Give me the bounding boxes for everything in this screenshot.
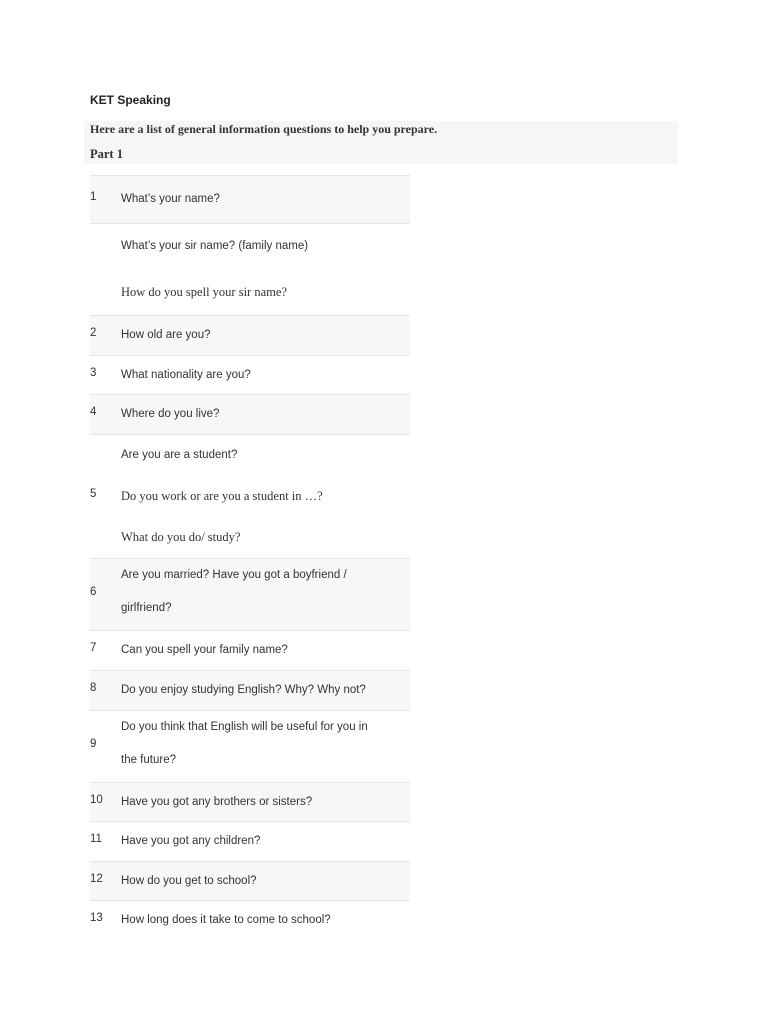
question-text: Are you married? Have you got a boyfriend / [121, 569, 347, 581]
question-text: Have you got any children? [121, 835, 261, 847]
question-text: How old are you? [121, 329, 211, 341]
question-text: Have you got any brothers or sisters? [121, 795, 313, 808]
table-row [90, 861, 410, 900]
table-row [90, 315, 410, 355]
question-number: 12 [90, 872, 103, 885]
question-number: 8 [90, 682, 97, 694]
questions-table [90, 175, 410, 940]
question-text: Do you enjoy studying English? Why? Why not? [121, 684, 366, 696]
table-row [90, 710, 410, 782]
question-text: Do you work or are you a student in …? [121, 489, 323, 503]
question-number: 9 [90, 738, 97, 750]
question-text: What’s your name? [121, 193, 220, 205]
question-text: What’s your sir name? (family name) [121, 240, 309, 252]
question-number: 4 [90, 406, 97, 418]
table-row [90, 782, 410, 821]
table-row [90, 175, 410, 223]
table-row [90, 558, 410, 630]
question-number: 13 [90, 912, 103, 924]
question-text: girlfriend? [121, 602, 172, 614]
question-number: 3 [90, 366, 97, 379]
question-number: 5 [90, 488, 97, 500]
question-text: What do you do/ study? [121, 530, 241, 545]
question-number: 7 [90, 642, 97, 654]
table-row [90, 670, 410, 710]
question-text: How do you spell your sir name? [121, 285, 287, 299]
table-row [90, 900, 410, 940]
question-text: Can you spell your family name? [121, 644, 288, 656]
table-row [90, 394, 410, 434]
question-text: Do you think that English will be useful for you in [121, 721, 368, 733]
question-text: the future? [121, 754, 176, 766]
table-row [90, 223, 410, 315]
intro-text: Here are a list of general information questions to help you prepare. [90, 122, 438, 136]
question-number: 11 [90, 833, 102, 845]
question-number: 10 [90, 793, 103, 806]
question-text: How do you get to school? [121, 874, 257, 887]
part-label: Part 1 [90, 147, 123, 161]
table-row [90, 434, 410, 558]
question-number: 1 [90, 191, 97, 203]
question-text: How long does it take to come to school? [121, 914, 331, 926]
question-text: Are you are a student? [121, 448, 238, 461]
question-number: 6 [90, 586, 97, 598]
question-number: 2 [90, 327, 97, 339]
table-row [90, 821, 410, 861]
table-row [90, 630, 410, 670]
question-text: Where do you live? [121, 408, 220, 420]
question-text: What nationality are you? [121, 368, 251, 381]
document-title: KET Speaking [90, 93, 171, 107]
table-row [90, 355, 410, 394]
